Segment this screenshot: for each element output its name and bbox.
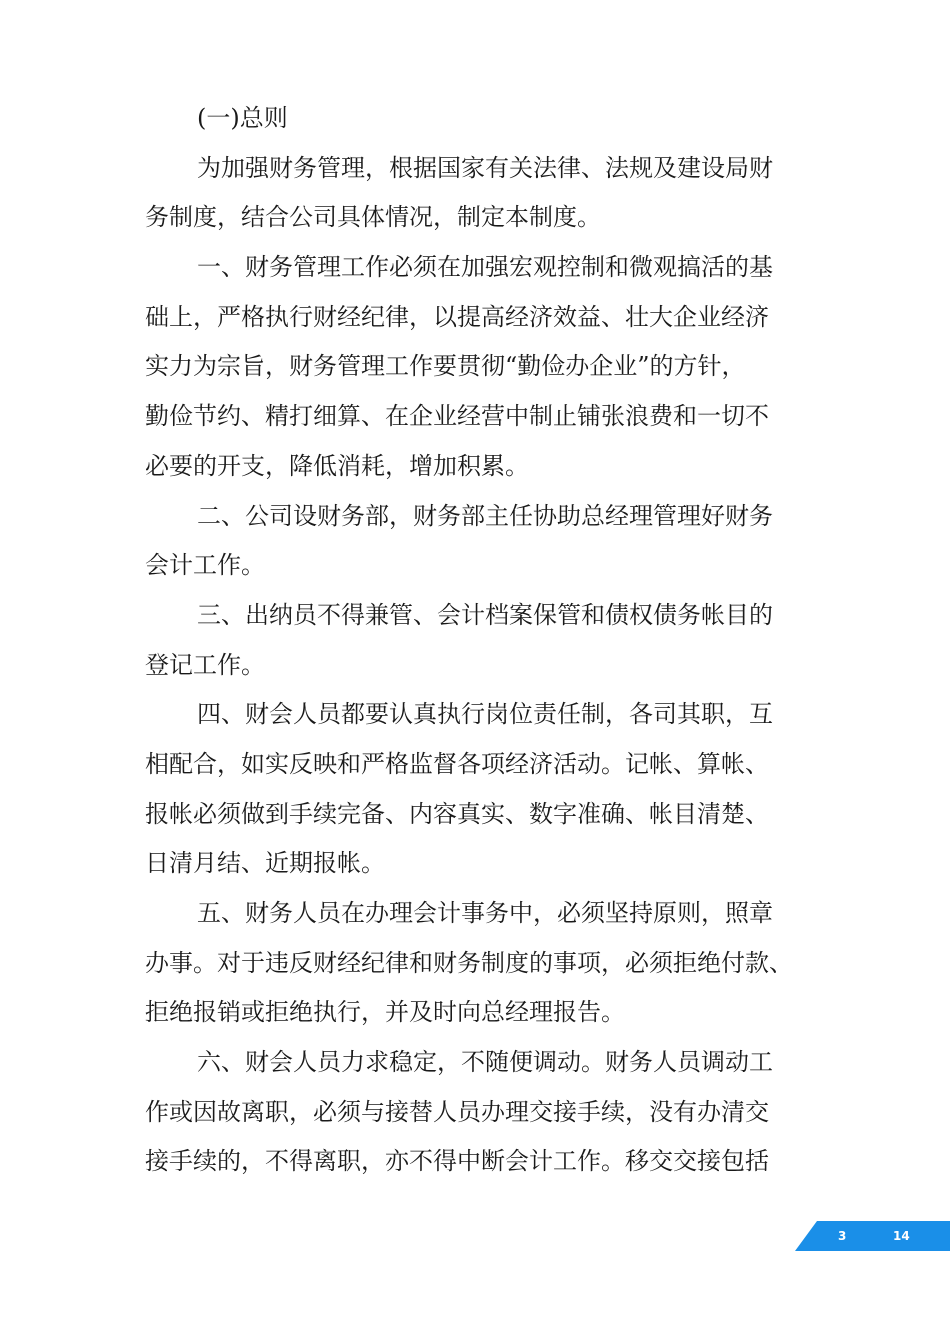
paragraph-line: 相配合，如实反映和严格监督各项经济活动。记帐、算帐、 bbox=[145, 749, 769, 778]
document-body bbox=[145, 94, 805, 1187]
paragraph-line: 日清月结、近期报帐。 bbox=[145, 849, 385, 878]
page-number-bar-shape bbox=[795, 1221, 950, 1251]
page-number-bar bbox=[795, 1221, 950, 1251]
section-heading: (一)总则 bbox=[197, 104, 288, 132]
paragraph-line: 六、财会人员力求稳定，不随便调动。财务人员调动工 bbox=[197, 1048, 773, 1077]
paragraph-line: 五、财务人员在办理会计事务中，必须坚持原则，照章 bbox=[197, 899, 773, 927]
paragraph-line: 接手续的，不得离职，亦不得中断会计工作。移交交接包括 bbox=[145, 1147, 769, 1176]
paragraph-line: 办事。对于违反财经纪律和财务制度的事项，必须拒绝付款、 bbox=[145, 948, 793, 977]
current-page-number: 3 bbox=[838, 1229, 847, 1243]
paragraph-line: 勤俭节约、精打细算、在企业经营中制止铺张浪费和一切不 bbox=[145, 402, 769, 431]
paragraph-line: 一、财务管理工作必须在加强宏观控制和微观搞活的基 bbox=[197, 253, 773, 282]
paragraph-line: 四、财会人员都要认真执行岗位责任制，各司其职，互 bbox=[197, 700, 773, 729]
paragraph-line: 为加强财务管理，根据国家有关法律、法规及建设局财 bbox=[197, 153, 773, 182]
paragraph-line: 作或因故离职，必须与接替人员办理交接手续，没有办清交 bbox=[145, 1097, 769, 1126]
paragraph-line: 报帐必须做到手续完备、内容真实、数字准确、帐目清楚、 bbox=[145, 799, 769, 828]
paragraph-line: 必要的开支，降低消耗，增加积累。 bbox=[145, 451, 529, 480]
paragraph-line: 会计工作。 bbox=[145, 551, 265, 580]
paragraph-line: 实力为宗旨，财务管理工作要贯彻“勤俭办企业”的方针， bbox=[145, 352, 746, 381]
total-pages-number: 14 bbox=[893, 1229, 910, 1243]
paragraph-line: 务制度，结合公司具体情况，制定本制度。 bbox=[145, 203, 601, 232]
paragraph-line: 二、公司设财务部，财务部主任协助总经理管理好财务 bbox=[197, 501, 773, 530]
paragraph-line: 登记工作。 bbox=[145, 650, 265, 679]
paragraph-line: 三、出纳员不得兼管、会计档案保管和债权债务帐目的 bbox=[197, 600, 773, 629]
paragraph-line: 拒绝报销或拒绝执行，并及时向总经理报告。 bbox=[145, 998, 625, 1027]
paragraph-line: 础上，严格执行财经纪律，以提高经济效益、壮大企业经济 bbox=[145, 302, 769, 331]
